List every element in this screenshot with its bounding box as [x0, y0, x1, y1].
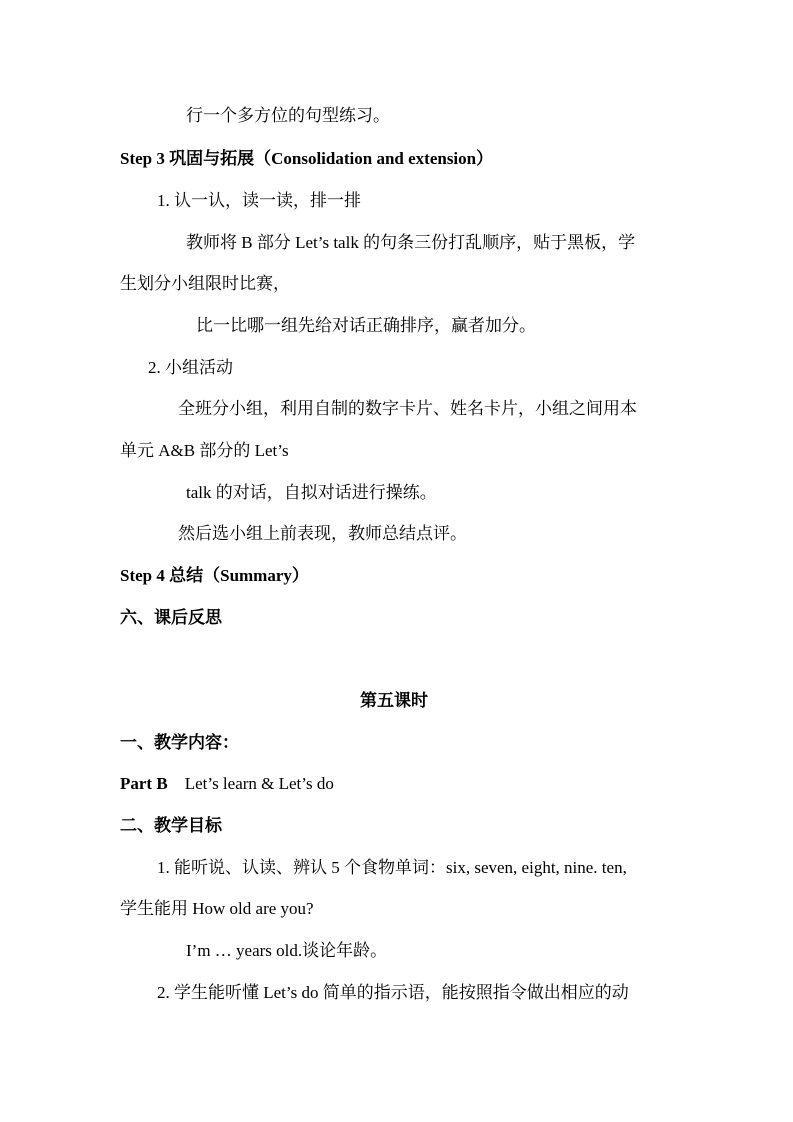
paragraph-line: 2. 学生能听懂 Let’s do 简单的指示语，能按照指令做出相应的动	[157, 983, 629, 1002]
part-line	[120, 773, 334, 795]
paragraph-line: 1. 能听说、认读、辨认 5 个食物单词：six, seven, eight, nine. ten,	[157, 858, 627, 877]
paragraph-line: 行一个多方位的句型练习。	[186, 106, 390, 125]
section-heading: 六、课后反思	[120, 608, 222, 627]
paragraph-line: 比一比哪一组先给对话正确排序，赢者加分。	[196, 316, 536, 335]
paragraph-line: 单元 A&B 部分的 Let’s	[120, 441, 289, 460]
paragraph-line: talk 的对话，自拟对话进行操练。	[186, 483, 437, 502]
step-3-heading: Step 3 巩固与拓展（Consolidation and extension）	[120, 149, 494, 168]
paragraph-line: 然后选小组上前表现，教师总结点评。	[178, 524, 467, 543]
paragraph-line: 生划分小组限时比赛，	[120, 274, 290, 293]
list-item-heading: 2. 小组活动	[148, 358, 233, 377]
section-heading: 一、教学内容：	[120, 733, 239, 752]
list-item-heading: 1. 认一认，读一读，排一排	[157, 191, 361, 210]
paragraph-line: 全班分小组，利用自制的数字卡片、姓名卡片，小组之间用本	[178, 399, 637, 418]
section-heading: 二、教学目标	[120, 816, 222, 835]
part-label: Part B	[120, 774, 168, 793]
paragraph-line: 学生能用 How old are you?	[120, 899, 314, 918]
step-4-heading: Step 4 总结（Summary）	[120, 566, 309, 585]
part-content: Let’s learn & Let’s do	[167, 774, 334, 793]
paragraph-line: I’m … years old.谈论年龄。	[186, 941, 388, 960]
lesson-title: 第五课时	[360, 691, 428, 710]
paragraph-line: 教师将 B 部分 Let’s talk 的句条三份打乱顺序，贴于黑板，学	[186, 233, 636, 252]
